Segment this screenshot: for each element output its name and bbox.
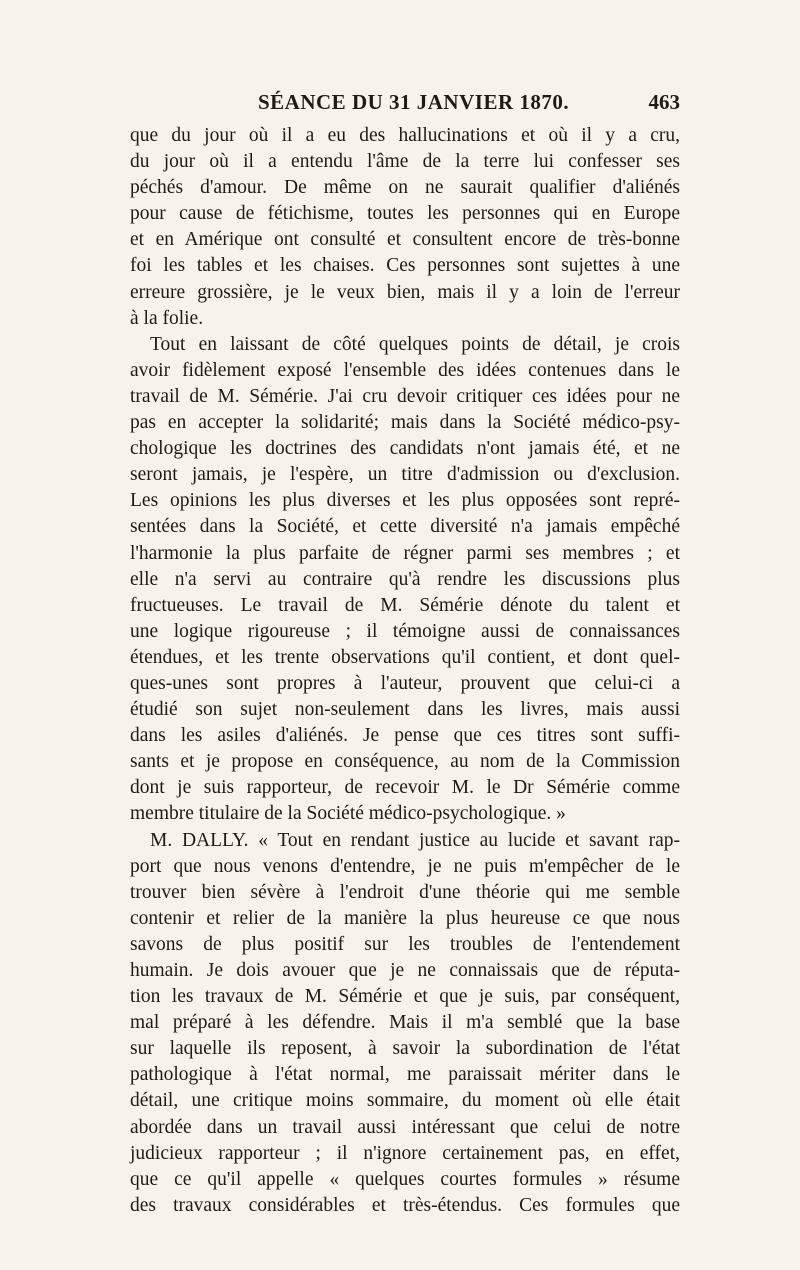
text-line: étudié son sujet non-seulement dans les livres, mais aussi xyxy=(130,699,680,721)
text-line: du jour où il a entendu l'âme de la terre lui confesser ses xyxy=(130,151,680,173)
text-line: port que nous venons d'entendre, je ne puis m'empêcher de le xyxy=(130,855,680,877)
body-text xyxy=(130,123,680,1219)
text-line: M. DALLY. « Tout en rendant justice au lucide et savant rap- xyxy=(150,829,680,851)
text-line: humain. Je dois avouer que je ne connaissais que de réputa- xyxy=(130,960,680,981)
text-line: Les opinions les plus diverses et les plus opposées sont repré- xyxy=(130,490,680,512)
text-line: pas en accepter la solidarité; mais dans la Société médico-psy- xyxy=(130,412,680,434)
text-line: détail, une critique moins sommaire, du moment où elle était xyxy=(130,1090,680,1112)
text-line: des travaux considérables et très-étendus. Ces formules que xyxy=(130,1194,680,1216)
page-number: 463 xyxy=(648,90,680,114)
text-line: elle n'a servi au contraire qu'à rendre les discussions plus xyxy=(130,568,680,590)
text-line: membre titulaire de la Société médico-psychologique. » xyxy=(130,803,566,825)
text-line: travail de M. Sémérie. J'ai cru devoir critiquer ces idées pour ne xyxy=(130,385,680,407)
text-line: foi les tables et les chaises. Ces personnes sont sujettes à une xyxy=(130,255,680,277)
text-line: péchés d'amour. De même on ne saurait qualifier d'aliénés xyxy=(130,177,680,199)
text-line: et en Amérique ont consulté et consultent encore de très-bonne xyxy=(130,229,680,251)
text-line: dont je suis rapporteur, de recevoir M. le Dr Sémérie comme xyxy=(130,777,680,799)
text-line: savons de plus positif sur les troubles de l'entendement xyxy=(130,933,680,955)
text-line: ques-unes sont propres à l'auteur, prouvent que celui-ci a xyxy=(130,672,680,694)
text-line: sur laquelle ils reposent, à savoir la subordination de l'état xyxy=(130,1038,680,1060)
text-line: avoir fidèlement exposé l'ensemble des idées contenues dans le xyxy=(130,359,680,381)
text-line: mal préparé à les défendre. Mais il m'a semblé que la base xyxy=(130,1012,680,1034)
text-line: fructueuses. Le travail de M. Sémérie dénote du talent et xyxy=(130,594,680,616)
header-title: SÉANCE DU 31 JANVIER 1870. xyxy=(258,90,570,114)
text-line: pour cause de fétichisme, toutes les personnes qui en Europe xyxy=(130,203,680,225)
running-header xyxy=(130,90,680,120)
text-line: pathologique à l'état normal, me paraissait mériter dans le xyxy=(130,1064,680,1086)
text-line: abordée dans un travail aussi intéressant que celui de notre xyxy=(130,1116,680,1138)
text-line: erreure grossière, je le veux bien, mais il y a loin de l'erreur xyxy=(130,281,680,303)
text-line: trouver bien sévère à l'endroit d'une théorie qui me semble xyxy=(130,881,680,903)
text-line: tion les travaux de M. Sémérie et que je suis, par conséquent, xyxy=(130,986,680,1008)
text-line: Tout en laissant de côté quelques points de détail, je crois xyxy=(150,333,680,355)
text-line: contenir et relier de la manière la plus heureuse ce que nous xyxy=(130,907,680,929)
text-line: à la folie. xyxy=(130,307,204,329)
text-line: étendues, et les trente observations qu'il contient, et dont quel- xyxy=(130,646,680,668)
text-line: que ce qu'il appelle « quelques courtes formules » résume xyxy=(130,1168,680,1190)
text-line: judicieux rapporteur ; il n'ignore certainement pas, en effet, xyxy=(130,1142,680,1164)
text-line: l'harmonie la plus parfaite de régner parmi ses membres ; et xyxy=(130,542,680,564)
text-line: seront jamais, je l'espère, un titre d'admission ou d'exclusion. xyxy=(130,464,680,486)
text-line: que du jour où il a eu des hallucinations et où il y a cru, xyxy=(130,125,680,146)
text-line: sentées dans la Société, et cette diversité n'a jamais empêché xyxy=(130,516,680,538)
text-line: une logique rigoureuse ; il témoigne aussi de connaissances xyxy=(130,620,680,642)
text-line: chologique les doctrines des candidats n'ont jamais été, et ne xyxy=(130,438,680,460)
text-line: sants et je propose en conséquence, au nom de la Commission xyxy=(130,751,680,773)
text-line: dans les asiles d'aliénés. Je pense que ces titres sont suffi- xyxy=(130,725,680,747)
